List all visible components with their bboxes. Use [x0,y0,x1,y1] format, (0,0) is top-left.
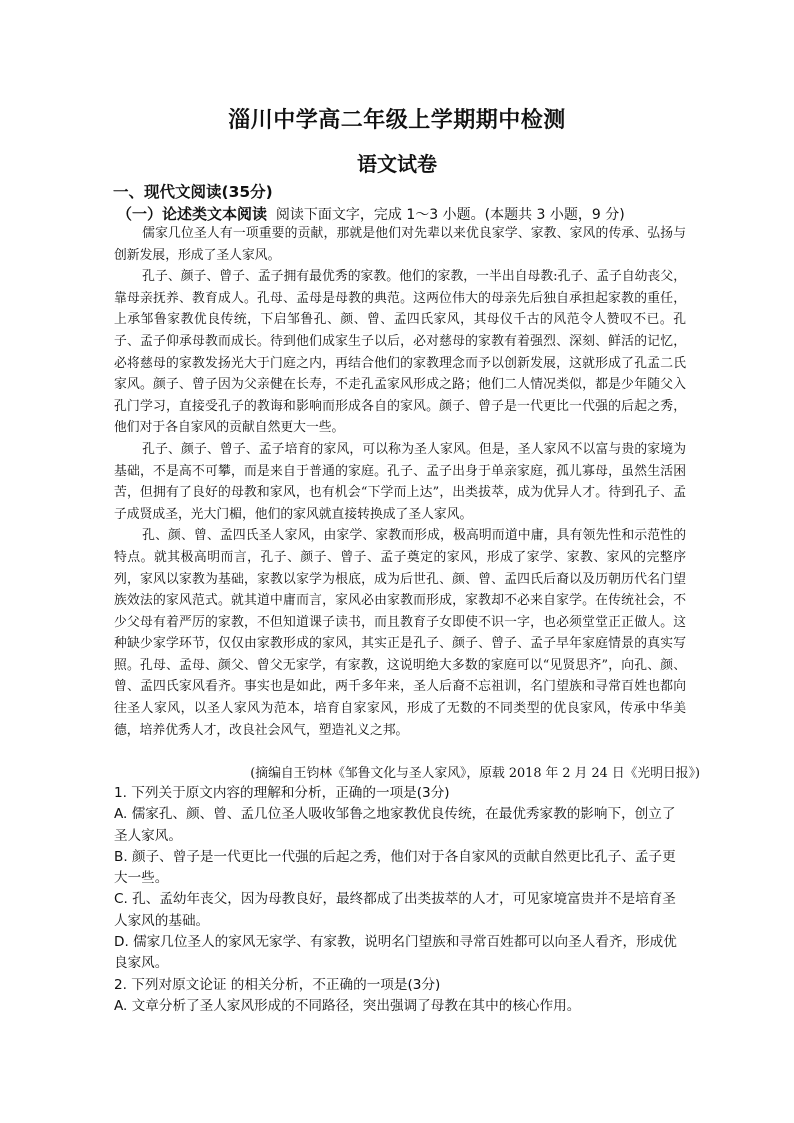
passage-source: (摘编自王钧林《邹鲁文化与圣人家风》，原载 2018 年 2 月 24 日《光明日报》) [250,766,700,781]
question-stem: 2. 下列对原文论证 的相关分析，不正确的一项是(3分) [114,976,441,993]
passage-paragraph: 孔、颜、曾、孟四氏圣人家风，由家学、家教而形成，极高明而道中庸，具有领先性和示范性的特点。就其极高明而言，孔子、颜子、曾子、孟子奠定的家风，形成了家学、家教、家风的完整序列，家风以家教为基础，家教以家学为根底，成为后世孔、颜、曾、孟四氏后裔以及历朝历代名门望族效法的家风范式。就其道中庸而言，家风必由家教而形成，家教却不必来自家学。在传统社会，不少父母有着严厉的家教，不但知道课子读书，而且教育子女即使不识一字，也必须堂堂正正做人。这种缺少家学环节，仅仅由家教形成的家风，其实正是孔子、颜子、曾子、孟子早年家庭情景的真实写照。孔母、孟母、颜父、曾父无家学，有家教，这说明绝大多数的家庭可以“见贤思齐”，向孔、颜、曾、孟四氏家风看齐。事实也是如此，两千多年来，圣人后裔不忘祖训，名门望族和寻常百姓也都向往圣人家风，以圣人家风为范本，培育自家家风，形成了无数的不同类型的优良家风，传承中华美德，培养优秀人才，改良社会风气，塑造礼义之邦。 [114,528,686,738]
passage-paragraph: 孔子、颜子、曾子、孟子拥有最优秀的家教。他们的家教，一半出自母教:孔子、孟子自幼丧父，靠母亲抚养、教育成人。孔母、孟母是母教的典范。这两位伟大的母亲先后独自承担起家教的重任，上承邹鲁家教优良传统，下启邹鲁孔、颜、曾、孟四氏家风，其母仪千古的风范令人赞叹不已。孔子、孟子仰承母教而成长。待到他们成家生子以后，必对慈母的家教有着强烈、深刻、鲜活的记忆，必将慈母的家教发扬光大于门庭之内，再结合他们的家教理念而予以创新发展，这就形成了孔孟二氏家风。颜子、曾子因为父亲健在长寿，不走孔孟家风形成之路；他们二人情况类似，都是少年随父入孔门学习，直接受孔子的教诲和影响而形成各自的家风。颜子、曾子是一代更比一代强的后起之秀，他们对于各自家风的贡献自然更大一些。 [114,269,686,436]
subsection-line [117,203,625,224]
answer-option: A. 文章分析了圣人家风形成的不同路径，突出强调了母教在其中的核心作用。 [114,997,581,1014]
answer-option: A. 儒家孔、颜、曾、孟几位圣人吸收邹鲁之地家教优良传统，在最优秀家教的影响下，创立了圣人家风。 [114,806,676,844]
subsection-instruction: 阅读下面文字，完成 1～3 小题。(本题共 3 小题，9 分) [275,207,625,223]
question-stem: 1. 下列关于原文内容的理解和分析，正确的一项是(3分) [114,785,450,801]
question-list [114,783,682,1017]
answer-option: B. 颜子、曾子是一代更比一代强的后起之秀，他们对于各自家风的贡献自然更比孔子、孟子更大一些。 [114,848,676,887]
answer-option: C. 孔、孟幼年丧父，因为母教良好，最终都成了出类拔萃的人才，可见家境富贵并不是培育圣人家风的基础。 [114,891,676,929]
subsection-heading: （一）论述类文本阅读 [117,205,268,223]
answer-option: D. 儒家几位圣人的家风无家学、有家教，说明名门望族和寻常百姓都可以向圣人看齐，形成优良家风。 [114,934,677,972]
exam-subtitle: 语文试卷 [357,152,437,176]
reading-passage [114,223,686,741]
exam-title: 淄川中学高二年级上学期期中检测 [228,107,566,133]
section-heading: 一、现代文阅读(35分) [113,183,273,201]
passage-paragraph: 孔子、颜子、曾子、孟子培育的家风，可以称为圣人家风。但是，圣人家风不以富与贵的家境为基础，不是高不可攀，而是来自于普通的家庭。孔子、孟子出身于单亲家庭，孤儿寡母，虽然生活困苦，但拥有了良好的母教和家风，也有机会“下学而上达”，出类拔萃，成为优异人才。待到孔子、孟子成贤成圣，光大门楣，他们的家风就直接转换成了圣人家风。 [114,441,686,522]
passage-paragraph: 儒家几位圣人有一项重要的贡献，那就是他们对先辈以来优良家学、家教、家风的传承、弘扬与创新发展，形成了圣人家风。 [114,226,686,263]
